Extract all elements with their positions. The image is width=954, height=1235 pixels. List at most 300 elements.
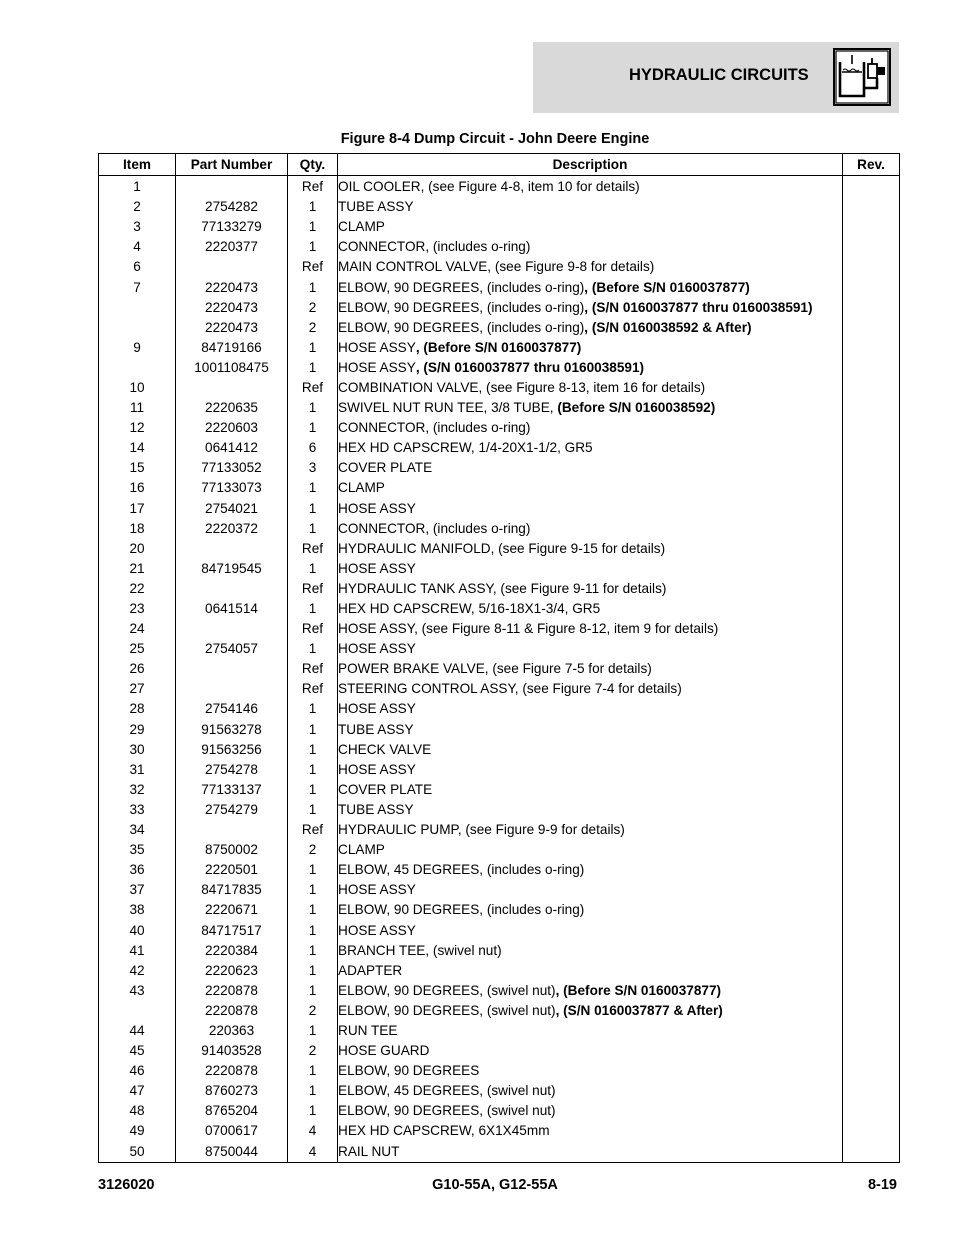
description-text: HEX HD CAPSCREW, 5/16-18X1-3/4, GR5 (338, 601, 601, 617)
section-title: HYDRAULIC CIRCUITS (629, 66, 809, 84)
item-cell: 28 (99, 699, 176, 719)
description-text: ELBOW, 90 DEGREES, (swivel nut) (338, 1002, 556, 1018)
description-cell (338, 720, 843, 740)
qty-cell: 1 (288, 358, 338, 378)
description-text: ELBOW, 90 DEGREES, (includes o-ring) (338, 319, 585, 335)
description-text: ELBOW, 90 DEGREES, (includes o-ring) (338, 299, 585, 315)
item-cell: 49 (99, 1121, 176, 1141)
description-text: HOSE ASSY (338, 560, 416, 576)
qty-cell: 3 (288, 458, 338, 478)
part-number-cell (176, 176, 288, 198)
description-text: MAIN CONTROL VALVE, (see Figure 9-8 for details) (338, 259, 655, 275)
part-number-cell: 77133073 (176, 478, 288, 498)
part-number-cell: 8765204 (176, 1101, 288, 1121)
table-row (99, 499, 900, 519)
description-text: CHECK VALVE (338, 741, 432, 757)
item-cell: 21 (99, 559, 176, 579)
table-row (99, 1001, 900, 1021)
part-number-cell: 77133052 (176, 458, 288, 478)
rev-cell (843, 961, 900, 981)
rev-cell (843, 197, 900, 217)
description-cell (338, 900, 843, 920)
description-text: CLAMP (338, 480, 385, 496)
qty-cell: 1 (288, 499, 338, 519)
table-row (99, 478, 900, 498)
col-header-item: Item (99, 154, 176, 176)
qty-cell: 1 (288, 559, 338, 579)
table-row (99, 679, 900, 699)
description-text: COVER PLATE (338, 460, 433, 476)
rev-cell (843, 599, 900, 619)
description-cell (338, 539, 843, 559)
qty-cell: 1 (288, 800, 338, 820)
description-cell (338, 840, 843, 860)
table-row (99, 760, 900, 780)
description-text: HYDRAULIC TANK ASSY, (see Figure 9-11 for details) (338, 580, 667, 596)
description-text: HOSE ASSY, (see Figure 8-11 & Figure 8-12, item 9 for details) (338, 621, 719, 637)
rev-cell (843, 840, 900, 860)
table-row (99, 197, 900, 217)
item-cell (99, 358, 176, 378)
serial-note: , (S/N 0160037877 & After) (555, 1002, 723, 1018)
item-cell: 44 (99, 1021, 176, 1041)
description-cell (338, 458, 843, 478)
item-cell: 34 (99, 820, 176, 840)
rev-cell (843, 176, 900, 198)
item-cell: 50 (99, 1142, 176, 1163)
part-number-cell: 2220878 (176, 1001, 288, 1021)
item-cell: 47 (99, 1081, 176, 1101)
table-row (99, 559, 900, 579)
rev-cell (843, 1081, 900, 1101)
rev-cell (843, 619, 900, 639)
qty-cell: 1 (288, 720, 338, 740)
rev-cell (843, 1061, 900, 1081)
description-cell (338, 941, 843, 961)
qty-cell: 1 (288, 1101, 338, 1121)
rev-cell (843, 358, 900, 378)
description-text: CONNECTOR, (includes o-ring) (338, 420, 531, 436)
item-cell: 6 (99, 257, 176, 277)
description-text: HOSE ASSY (338, 359, 416, 375)
part-number-cell: 2220473 (176, 298, 288, 318)
qty-cell: 2 (288, 1001, 338, 1021)
description-text: HYDRAULIC MANIFOLD, (see Figure 9-15 for details) (338, 540, 666, 556)
description-cell (338, 619, 843, 639)
qty-cell: 1 (288, 197, 338, 217)
rev-cell (843, 579, 900, 599)
table-row (99, 599, 900, 619)
part-number-cell: 2220384 (176, 941, 288, 961)
table-row (99, 438, 900, 458)
item-cell: 16 (99, 478, 176, 498)
description-cell (338, 257, 843, 277)
qty-cell: 1 (288, 880, 338, 900)
rev-cell (843, 298, 900, 318)
part-number-cell: 84719545 (176, 559, 288, 579)
qty-cell: 1 (288, 519, 338, 539)
item-cell: 3 (99, 217, 176, 237)
table-row (99, 981, 900, 1001)
description-text: ELBOW, 90 DEGREES (338, 1063, 480, 1079)
qty-cell: 1 (288, 860, 338, 880)
description-cell (338, 197, 843, 217)
qty-cell: 1 (288, 1061, 338, 1081)
qty-cell: Ref (288, 257, 338, 277)
description-cell (338, 176, 843, 198)
qty-cell: 1 (288, 760, 338, 780)
part-number-cell: 2220623 (176, 961, 288, 981)
table-row (99, 920, 900, 940)
rev-cell (843, 1142, 900, 1163)
description-text: HOSE ASSY (338, 500, 416, 516)
part-number-cell (176, 378, 288, 398)
description-cell (338, 1001, 843, 1021)
description-text: HYDRAULIC PUMP, (see Figure 9-9 for details) (338, 822, 625, 838)
model-numbers: G10-55A, G12-55A (432, 1177, 558, 1193)
qty-cell: 1 (288, 900, 338, 920)
rev-cell (843, 1021, 900, 1041)
table-row (99, 378, 900, 398)
part-number-cell: 220363 (176, 1021, 288, 1041)
table-row (99, 298, 900, 318)
description-cell (338, 639, 843, 659)
description-text: ELBOW, 45 DEGREES, (includes o-ring) (338, 862, 585, 878)
part-number-cell: 8750002 (176, 840, 288, 860)
rev-cell (843, 1001, 900, 1021)
qty-cell: Ref (288, 820, 338, 840)
table-row (99, 418, 900, 438)
table-row (99, 217, 900, 237)
rev-cell (843, 257, 900, 277)
item-cell: 4 (99, 237, 176, 257)
section-header (533, 42, 899, 113)
part-number-cell (176, 659, 288, 679)
table-row (99, 257, 900, 277)
description-cell (338, 1142, 843, 1163)
item-cell: 41 (99, 941, 176, 961)
item-cell: 17 (99, 499, 176, 519)
rev-cell (843, 559, 900, 579)
qty-cell: 2 (288, 298, 338, 318)
part-number-cell (176, 257, 288, 277)
part-number-cell: 0641514 (176, 599, 288, 619)
description-cell (338, 1061, 843, 1081)
table-row (99, 1021, 900, 1041)
qty-cell: Ref (288, 619, 338, 639)
item-cell: 27 (99, 679, 176, 699)
description-cell (338, 579, 843, 599)
part-number-cell: 91563256 (176, 740, 288, 760)
rev-cell (843, 318, 900, 338)
part-number-cell: 2220603 (176, 418, 288, 438)
description-cell (338, 217, 843, 237)
qty-cell: 1 (288, 217, 338, 237)
parts-table (98, 153, 900, 1163)
qty-cell: 1 (288, 1081, 338, 1101)
table-row (99, 318, 900, 338)
rev-cell (843, 860, 900, 880)
table-row (99, 358, 900, 378)
description-cell (338, 1081, 843, 1101)
item-cell: 2 (99, 197, 176, 217)
description-cell (338, 418, 843, 438)
description-text: OIL COOLER, (see Figure 4-8, item 10 for details) (338, 179, 640, 195)
item-cell: 14 (99, 438, 176, 458)
qty-cell: 2 (288, 840, 338, 860)
rev-cell (843, 880, 900, 900)
description-cell (338, 237, 843, 257)
description-text: ELBOW, 90 DEGREES, (swivel nut) (338, 982, 556, 998)
description-text: HOSE GUARD (338, 1043, 430, 1059)
part-number-cell: 77133137 (176, 780, 288, 800)
serial-note: , (S/N 0160038592 & After) (584, 319, 752, 335)
table-row (99, 780, 900, 800)
table-row (99, 579, 900, 599)
description-cell (338, 318, 843, 338)
item-cell: 36 (99, 860, 176, 880)
qty-cell: 1 (288, 478, 338, 498)
table-row (99, 1121, 900, 1141)
table-row (99, 176, 900, 198)
table-row (99, 720, 900, 740)
part-number-cell: 2754057 (176, 639, 288, 659)
description-text: ELBOW, 90 DEGREES, (includes o-ring) (338, 902, 585, 918)
item-cell: 29 (99, 720, 176, 740)
part-number-cell: 8760273 (176, 1081, 288, 1101)
table-row (99, 740, 900, 760)
description-text: CONNECTOR, (includes o-ring) (338, 239, 531, 255)
description-cell (338, 1021, 843, 1041)
qty-cell: 1 (288, 941, 338, 961)
qty-cell: 1 (288, 639, 338, 659)
part-number-cell (176, 579, 288, 599)
col-header-rev: Rev. (843, 154, 900, 176)
rev-cell (843, 338, 900, 358)
item-cell: 23 (99, 599, 176, 619)
description-text: RUN TEE (338, 1022, 398, 1038)
rev-cell (843, 800, 900, 820)
table-row (99, 539, 900, 559)
rev-cell (843, 699, 900, 719)
item-cell (99, 318, 176, 338)
qty-cell: 1 (288, 780, 338, 800)
qty-cell: 1 (288, 961, 338, 981)
description-text: CLAMP (338, 219, 385, 235)
description-cell (338, 298, 843, 318)
item-cell: 7 (99, 277, 176, 297)
rev-cell (843, 780, 900, 800)
description-text: TUBE ASSY (338, 801, 414, 817)
part-number-cell: 2754278 (176, 760, 288, 780)
qty-cell: Ref (288, 378, 338, 398)
item-cell: 42 (99, 961, 176, 981)
part-number-cell: 0700617 (176, 1121, 288, 1141)
description-text: ELBOW, 90 DEGREES, (swivel nut) (338, 1103, 556, 1119)
part-number-cell (176, 820, 288, 840)
table-header-row (99, 154, 900, 176)
table-row (99, 1101, 900, 1121)
description-text: STEERING CONTROL ASSY, (see Figure 7-4 for details) (338, 681, 682, 697)
description-text: SWIVEL NUT RUN TEE, 3/8 TUBE, (338, 400, 558, 416)
qty-cell: 1 (288, 981, 338, 1001)
description-cell (338, 800, 843, 820)
part-number-cell: 8750044 (176, 1142, 288, 1163)
rev-cell (843, 659, 900, 679)
table-row (99, 237, 900, 257)
part-number-cell: 91403528 (176, 1041, 288, 1061)
part-number-cell: 2754279 (176, 800, 288, 820)
part-number-cell: 2220377 (176, 237, 288, 257)
description-cell (338, 981, 843, 1001)
item-cell: 38 (99, 900, 176, 920)
description-text: HOSE ASSY (338, 922, 416, 938)
description-text: ELBOW, 90 DEGREES, (includes o-ring) (338, 279, 585, 295)
qty-cell: 1 (288, 338, 338, 358)
parts-table-body (99, 176, 900, 1163)
table-row (99, 1081, 900, 1101)
description-cell (338, 398, 843, 418)
description-cell (338, 820, 843, 840)
rev-cell (843, 277, 900, 297)
qty-cell: Ref (288, 679, 338, 699)
table-row (99, 619, 900, 639)
rev-cell (843, 237, 900, 257)
qty-cell: Ref (288, 176, 338, 198)
item-cell: 26 (99, 659, 176, 679)
description-text: HEX HD CAPSCREW, 6X1X45mm (338, 1123, 550, 1139)
serial-note: , (S/N 0160037877 thru 0160038591) (584, 299, 813, 315)
rev-cell (843, 981, 900, 1001)
part-number-cell: 2220501 (176, 860, 288, 880)
item-cell: 37 (99, 880, 176, 900)
rev-cell (843, 941, 900, 961)
table-row (99, 860, 900, 880)
part-number-cell: 84717835 (176, 880, 288, 900)
hydraulic-tank-pump-icon (833, 48, 891, 106)
table-row (99, 1142, 900, 1163)
table-row (99, 277, 900, 297)
item-cell: 31 (99, 760, 176, 780)
description-cell (338, 559, 843, 579)
description-cell (338, 880, 843, 900)
part-number-cell: 77133279 (176, 217, 288, 237)
rev-cell (843, 820, 900, 840)
description-text: HOSE ASSY (338, 339, 416, 355)
description-text: BRANCH TEE, (swivel nut) (338, 942, 502, 958)
description-text: HEX HD CAPSCREW, 1/4-20X1-1/2, GR5 (338, 440, 593, 456)
description-cell (338, 1041, 843, 1061)
item-cell: 45 (99, 1041, 176, 1061)
table-row (99, 519, 900, 539)
qty-cell: 1 (288, 398, 338, 418)
description-cell (338, 599, 843, 619)
description-cell (338, 478, 843, 498)
rev-cell (843, 720, 900, 740)
table-row (99, 458, 900, 478)
part-number-cell (176, 539, 288, 559)
part-number-cell: 2754146 (176, 699, 288, 719)
description-text: RAIL NUT (338, 1143, 400, 1159)
description-text: COVER PLATE (338, 781, 433, 797)
description-text: POWER BRAKE VALVE, (see Figure 7-5 for details) (338, 661, 652, 677)
qty-cell: Ref (288, 539, 338, 559)
rev-cell (843, 920, 900, 940)
table-row (99, 820, 900, 840)
qty-cell: 1 (288, 920, 338, 940)
qty-cell: 2 (288, 1041, 338, 1061)
item-cell: 25 (99, 639, 176, 659)
description-cell (338, 760, 843, 780)
description-cell (338, 679, 843, 699)
description-cell (338, 1101, 843, 1121)
table-row (99, 338, 900, 358)
qty-cell: Ref (288, 659, 338, 679)
doc-number: 3126020 (98, 1177, 155, 1193)
qty-cell: 2 (288, 318, 338, 338)
item-cell: 1 (99, 176, 176, 198)
part-number-cell: 2220878 (176, 981, 288, 1001)
part-number-cell: 2220473 (176, 318, 288, 338)
qty-cell: 4 (288, 1142, 338, 1163)
description-cell (338, 699, 843, 719)
item-cell: 35 (99, 840, 176, 860)
rev-cell (843, 438, 900, 458)
col-header-description: Description (338, 154, 843, 176)
rev-cell (843, 398, 900, 418)
description-cell (338, 499, 843, 519)
item-cell: 11 (99, 398, 176, 418)
item-cell: 9 (99, 338, 176, 358)
description-text: TUBE ASSY (338, 199, 414, 215)
rev-cell (843, 539, 900, 559)
item-cell: 32 (99, 780, 176, 800)
table-row (99, 880, 900, 900)
rev-cell (843, 217, 900, 237)
part-number-cell: 2220473 (176, 277, 288, 297)
item-cell: 12 (99, 418, 176, 438)
description-text: COMBINATION VALVE, (see Figure 8-13, item 16 for details) (338, 379, 706, 395)
description-text: TUBE ASSY (338, 721, 414, 737)
part-number-cell: 2220671 (176, 900, 288, 920)
description-cell (338, 277, 843, 297)
rev-cell (843, 1041, 900, 1061)
item-cell: 33 (99, 800, 176, 820)
description-cell (338, 659, 843, 679)
part-number-cell: 84717517 (176, 920, 288, 940)
description-cell (338, 438, 843, 458)
rev-cell (843, 1121, 900, 1141)
description-text: ELBOW, 45 DEGREES, (swivel nut) (338, 1083, 556, 1099)
col-header-part-number: Part Number (176, 154, 288, 176)
qty-cell: 1 (288, 599, 338, 619)
item-cell: 43 (99, 981, 176, 1001)
qty-cell: 4 (288, 1121, 338, 1141)
rev-cell (843, 639, 900, 659)
part-number-cell (176, 679, 288, 699)
item-cell: 40 (99, 920, 176, 940)
part-number-cell: 2220372 (176, 519, 288, 539)
table-row (99, 900, 900, 920)
part-number-cell: 84719166 (176, 338, 288, 358)
description-text: HOSE ASSY (338, 882, 416, 898)
table-row (99, 659, 900, 679)
rev-cell (843, 458, 900, 478)
qty-cell: 1 (288, 277, 338, 297)
table-row (99, 639, 900, 659)
description-cell (338, 358, 843, 378)
col-header-qty: Qty. (288, 154, 338, 176)
